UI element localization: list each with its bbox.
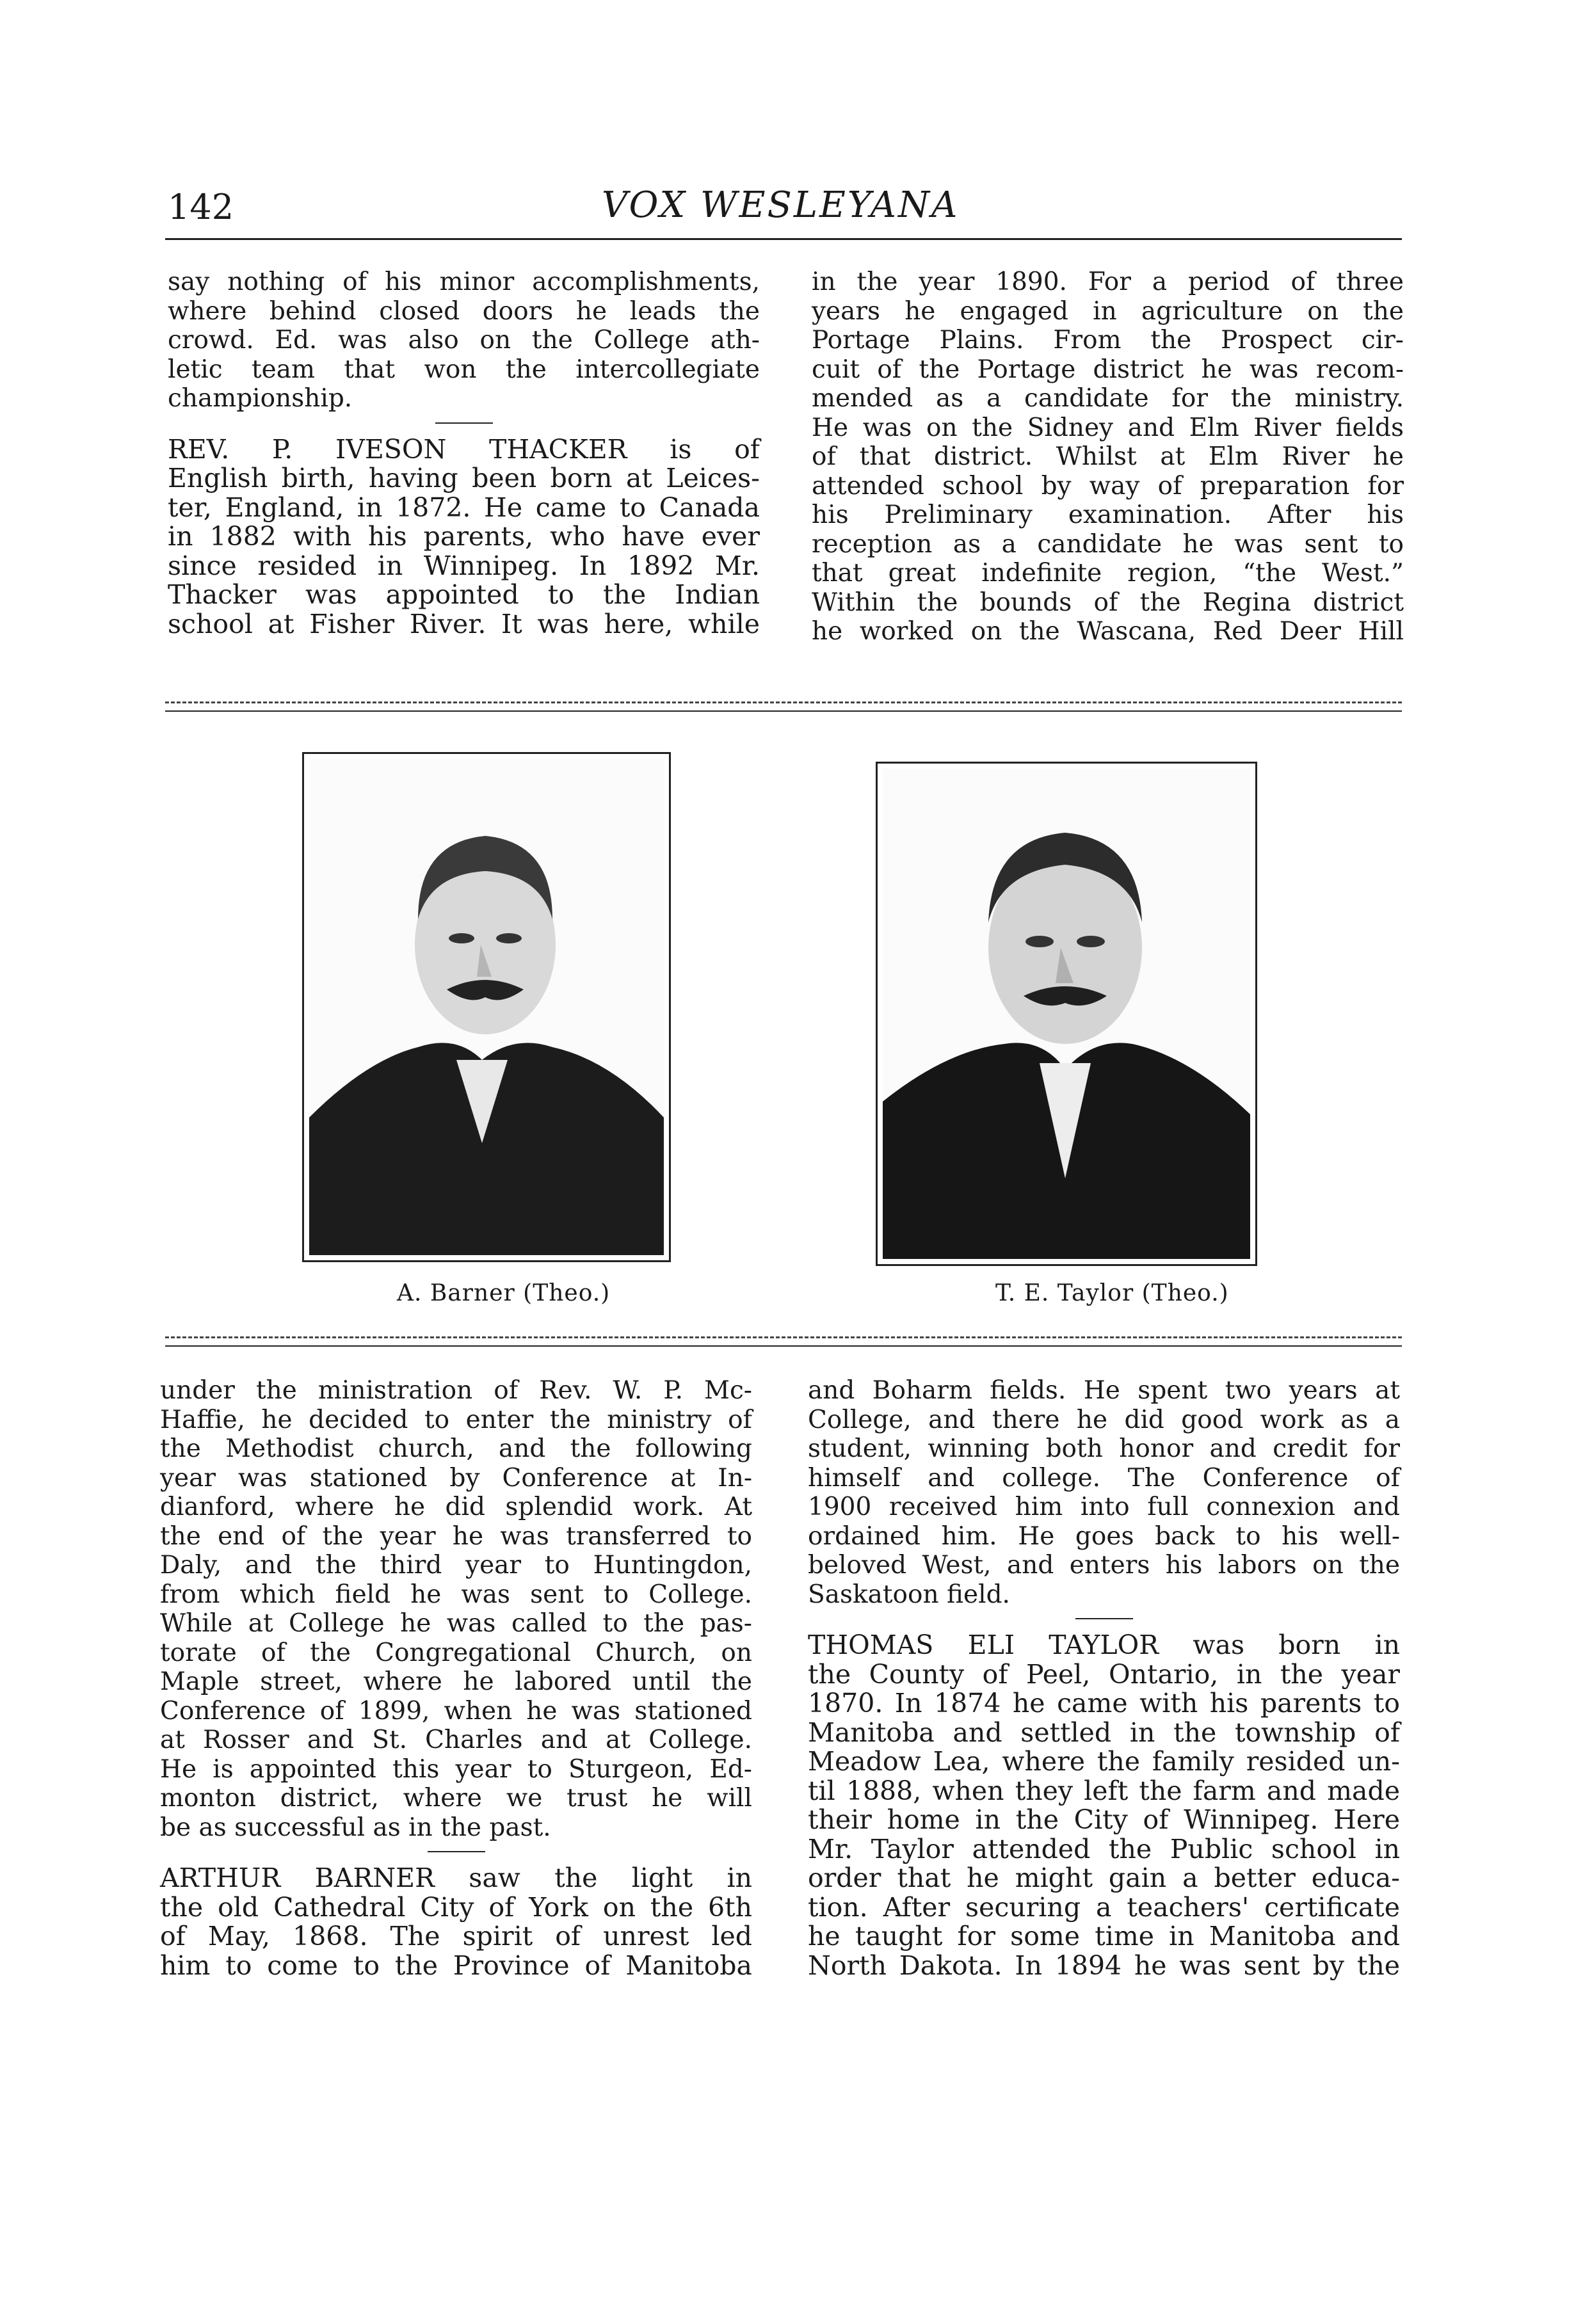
- bottom-left-column: [160, 1376, 752, 1980]
- text-line: English birth, having been born at Leices-: [168, 463, 760, 493]
- text-line: cuit of the Portage district he was recom-: [812, 355, 1404, 384]
- text-line: their home in the City of Winnipeg. Here: [808, 1804, 1400, 1835]
- text-line: Daly, and the third year to Huntingdon,: [160, 1551, 752, 1580]
- text-line: be as successful as in the past.: [160, 1813, 551, 1842]
- journal-title: VOX WESLEYANA: [602, 184, 960, 226]
- section-divider: [428, 1851, 485, 1852]
- text-line: and Boharm fields. He spent two years at: [808, 1376, 1400, 1405]
- photo-top-rule-2: [165, 710, 1402, 712]
- text-line: at Rosser and St. Charles and at College.: [160, 1726, 752, 1754]
- text-line: attended school by way of preparation for: [812, 471, 1404, 501]
- text-line: student, winning both honor and credit for: [808, 1434, 1400, 1463]
- text-line: the Methodist church, and the following: [160, 1434, 752, 1463]
- text-line: While at College he was called to the pas-: [160, 1609, 752, 1638]
- text-line: torate of the Congregational Church, on: [160, 1638, 752, 1667]
- bottom-right-column: [808, 1376, 1400, 1980]
- text-line: beloved West, and enters his labors on the: [808, 1551, 1400, 1580]
- text-line: 1870. In 1874 he came with his parents to: [808, 1688, 1400, 1719]
- top-right-column: [812, 268, 1404, 646]
- text-line: that great indefinite region, “the West.”: [812, 559, 1404, 588]
- text-line: ordained him. He goes back to his well-: [808, 1521, 1400, 1551]
- header-rule: [165, 238, 1402, 240]
- text-line: THOMAS ELI TAYLOR was born in: [808, 1630, 1400, 1660]
- text-line: ARTHUR BARNER saw the light in: [160, 1863, 752, 1893]
- text-line: tion. After securing a teachers' certificate: [808, 1891, 1400, 1923]
- text-line: where behind closed doors he leads the: [168, 296, 760, 326]
- text-line: Manitoba and settled in the township of: [808, 1717, 1400, 1748]
- photo-a-barner: [302, 752, 671, 1262]
- text-line: the County of Peel, Ontario, in the year: [808, 1658, 1400, 1690]
- page-number: 142: [168, 187, 234, 227]
- text-line: Thacker was appointed to the Indian: [168, 579, 760, 610]
- text-line: REV. P. IVESON THACKER is of: [168, 433, 760, 465]
- text-line: he taught for some time in Manitoba and: [808, 1921, 1400, 1951]
- text-line: him to come to the Province of Manitoba: [160, 1950, 752, 1981]
- photo-t-e-taylor: [876, 762, 1257, 1266]
- text-line: reception as a candidate he was sent to: [812, 529, 1404, 559]
- text-line: himself and college. The Conference of: [808, 1463, 1400, 1493]
- caption-barner: A. Barner (Theo.): [397, 1280, 611, 1306]
- caption-taylor: T. E. Taylor (Theo.): [995, 1280, 1229, 1306]
- text-line: He is appointed this year to Sturgeon, Ed-: [160, 1754, 752, 1784]
- top-left-column: [168, 268, 760, 639]
- text-line: til 1888, when they left the farm and made: [808, 1775, 1400, 1806]
- text-line: Portage Plains. From the Prospect cir-: [812, 326, 1404, 355]
- portrait-barner-image: [309, 759, 664, 1255]
- text-line: in 1882 with his parents, who have ever: [168, 521, 760, 552]
- text-line: school at Fisher River. It was here, while: [168, 608, 760, 639]
- text-line: 1900 received him into full connexion and: [808, 1493, 1400, 1521]
- text-line: College, and there he did good work as a: [808, 1405, 1400, 1434]
- portrait-taylor-image: [883, 769, 1250, 1259]
- text-line: in the year 1890. For a period of three: [812, 268, 1404, 296]
- text-line: his Preliminary examination. After his: [812, 501, 1404, 529]
- text-line: say nothing of his minor accomplishments,: [168, 268, 760, 296]
- text-line: Haffie, he decided to enter the ministry of: [160, 1405, 752, 1434]
- text-line: order that he might gain a better educa-: [808, 1863, 1400, 1893]
- section-divider: [435, 422, 493, 424]
- text-line: the old Cathedral City of York on the 6th: [160, 1891, 752, 1923]
- text-line: dianford, where he did splendid work. At: [160, 1493, 752, 1521]
- text-line: He was on the Sidney and Elm River fields: [812, 413, 1404, 442]
- text-line: year was stationed by Conference at In-: [160, 1463, 752, 1493]
- photo-bottom-rule-2: [165, 1345, 1402, 1347]
- text-line: of that district. Whilst at Elm River he: [812, 442, 1404, 471]
- text-line: Mr. Taylor attended the Public school in: [808, 1833, 1400, 1864]
- text-line: Maple street, where he labored until the: [160, 1667, 752, 1696]
- text-line: Conference of 1899, when he was stationed: [160, 1696, 752, 1726]
- text-line: years he engaged in agriculture on the: [812, 296, 1404, 326]
- photo-top-rule: [165, 701, 1402, 703]
- text-line: monton district, where we trust he will: [160, 1784, 752, 1813]
- text-line: from which field he was sent to College.: [160, 1580, 752, 1609]
- text-line: crowd. Ed. was also on the College ath-: [168, 326, 760, 355]
- text-line: the end of the year he was transferred to: [160, 1521, 752, 1551]
- text-line: since resided in Winnipeg. In 1892 Mr.: [168, 550, 760, 581]
- text-line: Saskatoon field.: [808, 1580, 1010, 1609]
- photo-bottom-rule: [165, 1336, 1402, 1338]
- text-line: ter, England, in 1872. He came to Canada: [168, 492, 760, 523]
- text-line: under the ministration of Rev. W. P. Mc-: [160, 1376, 752, 1405]
- text-line: Within the bounds of the Regina district: [812, 588, 1404, 617]
- text-line: letic team that won the intercollegiate: [168, 355, 760, 384]
- text-line: mended as a candidate for the ministry.: [812, 384, 1404, 413]
- text-line: North Dakota. In 1894 he was sent by the: [808, 1950, 1400, 1981]
- text-line: he worked on the Wascana, Red Deer Hill: [812, 617, 1404, 646]
- text-line: of May, 1868. The spirit of unrest led: [160, 1921, 752, 1951]
- section-divider: [1075, 1618, 1133, 1619]
- text-line: Meadow Lea, where the family resided un-: [808, 1746, 1400, 1777]
- text-line: championship.: [168, 384, 353, 413]
